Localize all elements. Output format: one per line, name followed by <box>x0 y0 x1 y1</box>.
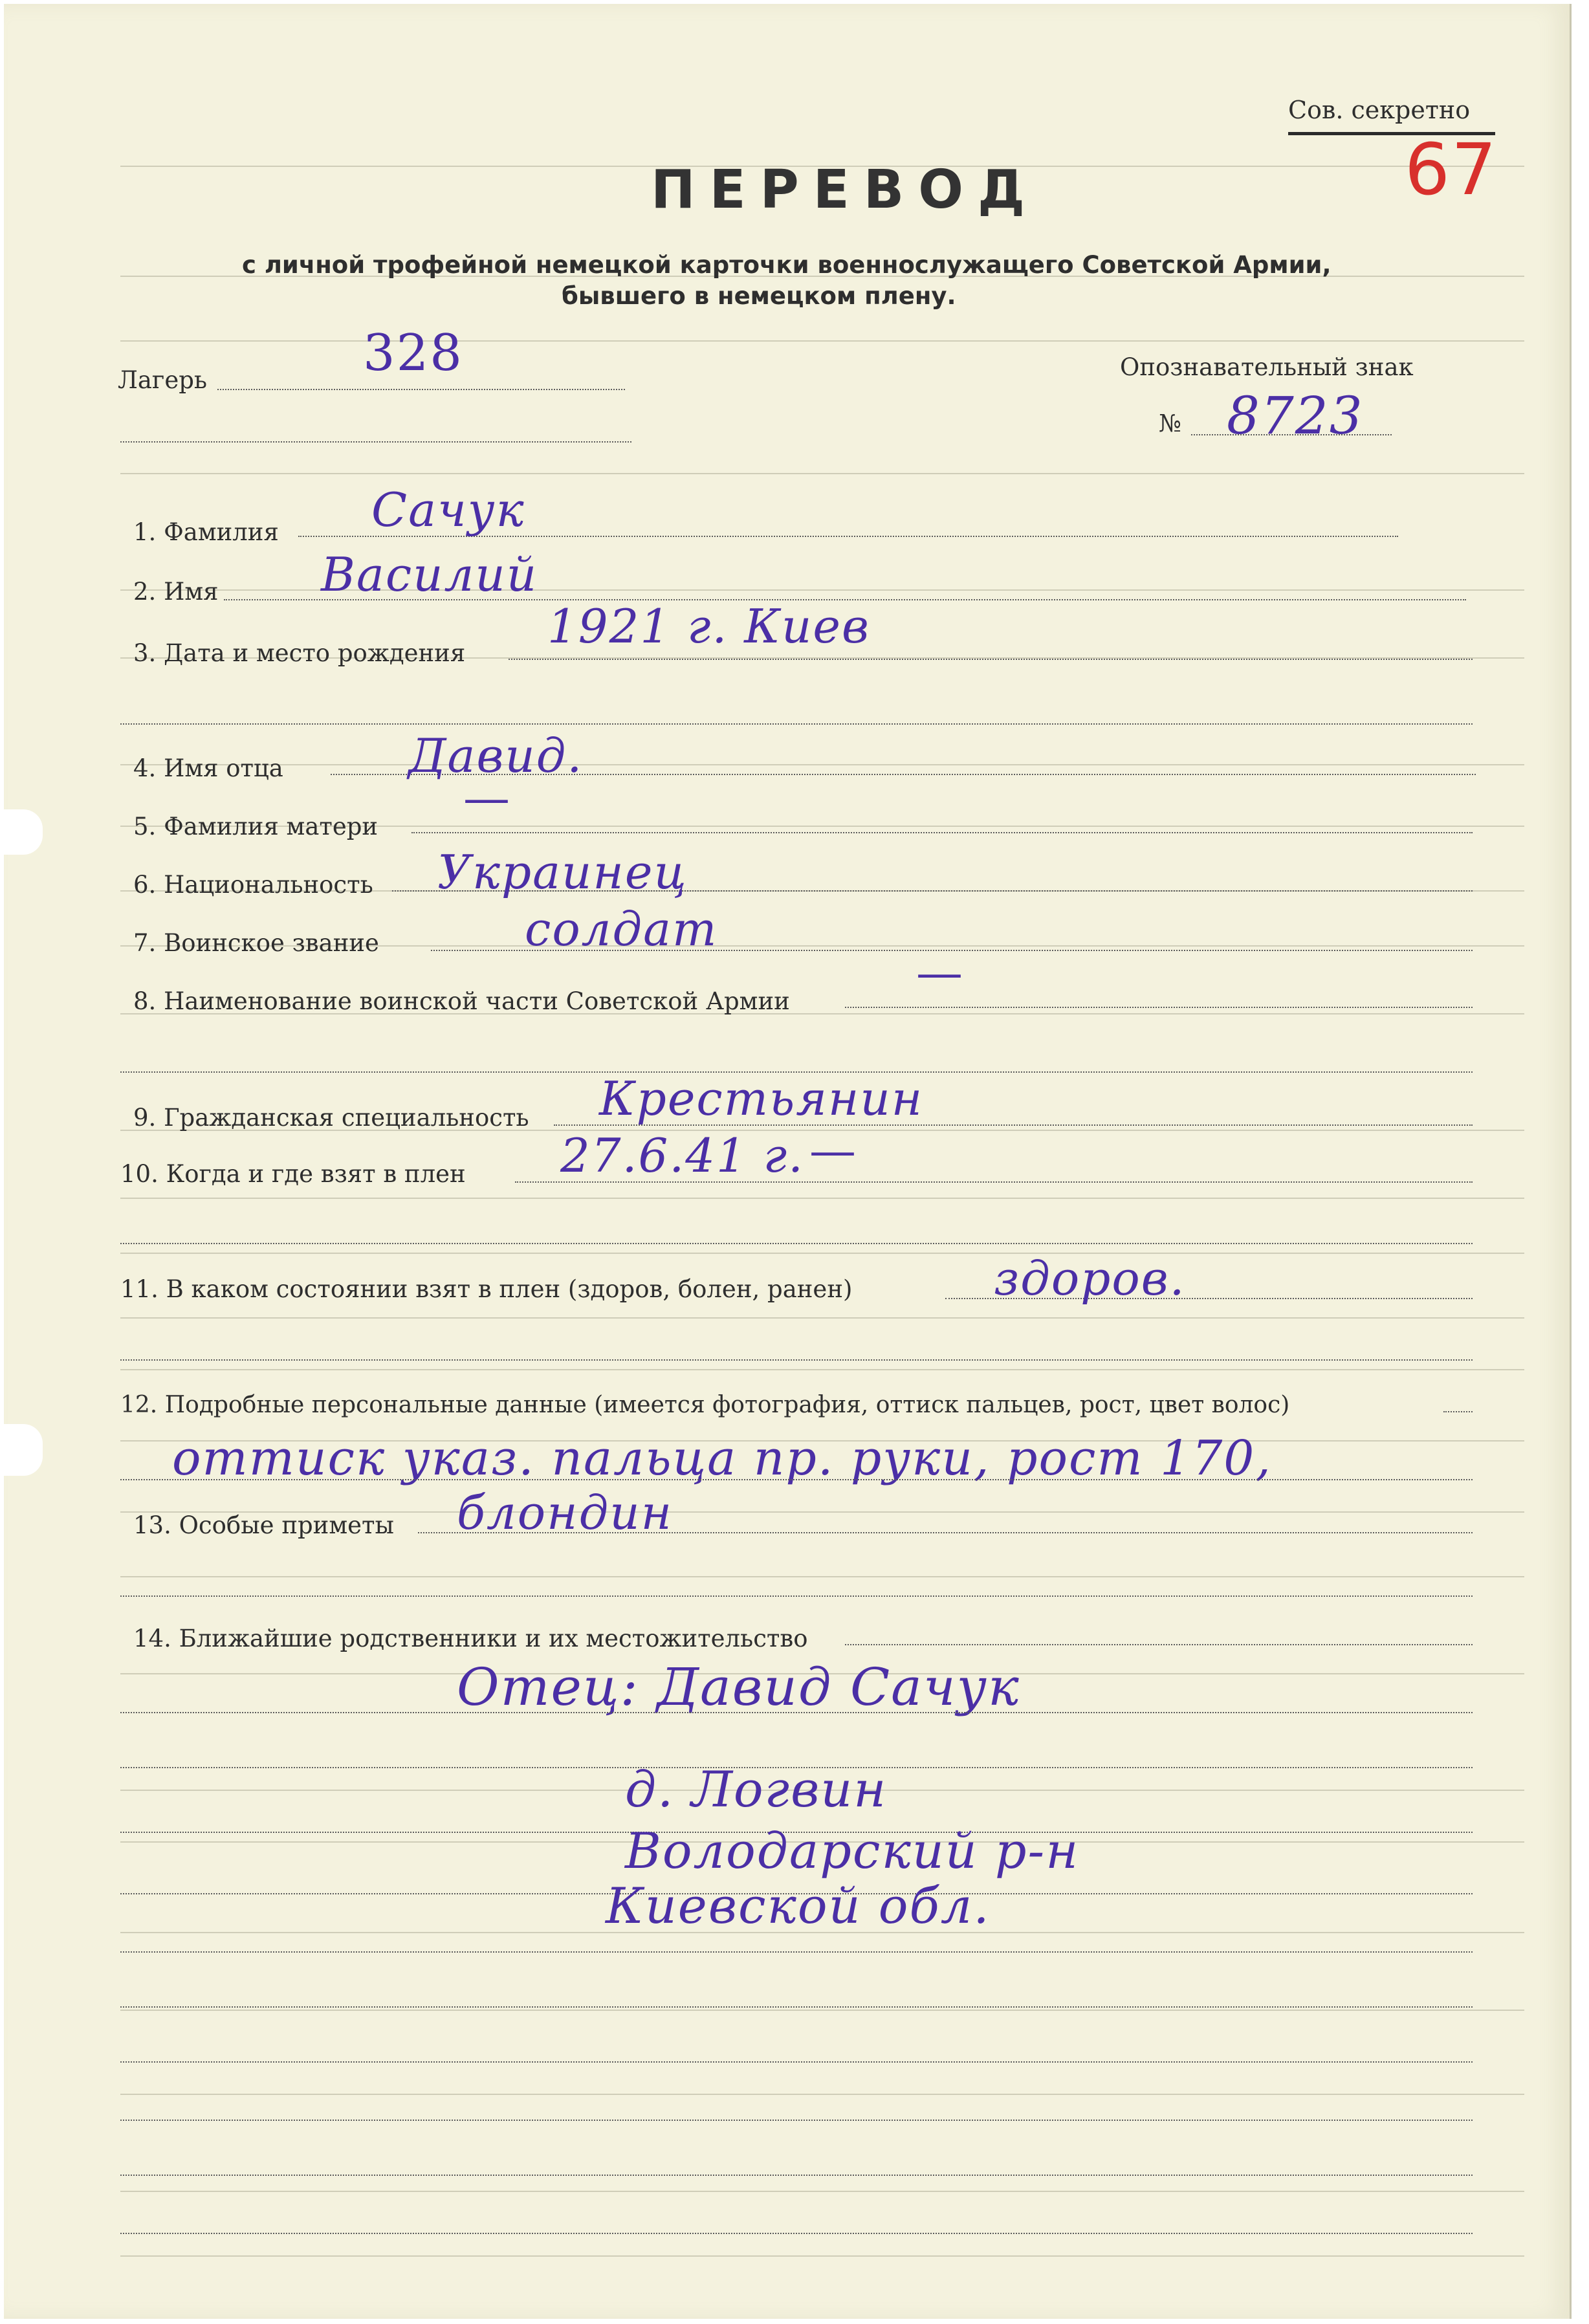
field-14-value-4: Киевской обл. <box>606 1877 991 1935</box>
id-tag-label: Опознавательный знак <box>1120 353 1414 381</box>
field-9-label: 9. Гражданская специальность <box>133 1104 529 1132</box>
classification-mark: Сов. секретно <box>1288 96 1471 124</box>
field-5-value: — <box>463 771 511 825</box>
field-14-line-10 <box>120 2175 1473 2176</box>
document-sheet <box>4 4 1572 2319</box>
field-14-value-1: Отец: Давид Сачук <box>457 1657 1020 1717</box>
camp-line-2 <box>120 441 631 443</box>
torn-edge-notch <box>4 1424 43 1476</box>
torn-edge-notch <box>4 809 43 855</box>
field-9-value: Крестьянин <box>599 1071 924 1126</box>
field-12-line-2 <box>120 1479 1473 1480</box>
field-4-value: Давид. <box>408 729 584 783</box>
field-8-label: 8. Наименование воинской части Советской Армии <box>133 987 790 1015</box>
field-12-label: 12. Подробные персональные данные (имеется фотография, оттиск пальцев, рост, цвет волос) <box>120 1392 1290 1418</box>
field-13-line-2 <box>120 1595 1473 1597</box>
id-number-value: 8723 <box>1227 386 1364 446</box>
field-7-label: 7. Воинское звание <box>133 929 379 957</box>
field-14-line <box>845 1644 1473 1645</box>
field-2-value: Василий <box>321 547 538 602</box>
field-3-label: 3. Дата и место рождения <box>133 639 466 667</box>
field-1-value: Сачук <box>371 483 525 537</box>
field-14-line-9 <box>120 2120 1473 2121</box>
field-10-value: 27.6.41 г. <box>560 1128 804 1183</box>
field-12-value: оттиск указ. пальца пр. руки, рост 170, <box>172 1431 1272 1486</box>
camp-value: 328 <box>363 324 463 382</box>
field-8-value: — <box>916 945 964 1000</box>
field-13-label: 13. Особые приметы <box>133 1511 394 1539</box>
field-14-line-7 <box>120 2006 1473 2008</box>
field-8-line <box>845 1007 1473 1008</box>
field-3-line-2 <box>120 723 1473 725</box>
field-14-line-6 <box>120 1951 1473 1953</box>
field-11-label: 11. В каком состоянии взят в плен (здоров, болен, ранен) <box>120 1275 853 1303</box>
field-14-label: 14. Ближайшие родственники и их местожительство <box>133 1625 808 1652</box>
field-12-line <box>1443 1411 1473 1412</box>
document-title: ПЕРЕВОД <box>651 159 1039 221</box>
field-1-label: 1. Фамилия <box>133 518 279 546</box>
field-3-value: 1921 г. Киев <box>547 599 870 653</box>
camp-line <box>217 389 625 390</box>
document-subtitle-2: бывшего в немецком плену. <box>562 282 956 310</box>
field-10-line-2 <box>120 1243 1473 1244</box>
field-3-line <box>509 659 1473 660</box>
field-11-value: здоров. <box>994 1251 1186 1306</box>
field-14-value-3: Володарский р-н <box>625 1822 1080 1880</box>
field-14-line-2 <box>120 1712 1473 1713</box>
field-5-line <box>411 832 1473 833</box>
field-2-label: 2. Имя <box>133 578 219 606</box>
field-11-line-2 <box>120 1359 1473 1361</box>
field-14-line-8 <box>120 2061 1473 2063</box>
field-13-value: блондин <box>457 1485 673 1540</box>
field-14-line-11 <box>120 2233 1473 2234</box>
document-subtitle-1: с личной трофейной немецкой карточки военнослужащего Советской Армии, <box>242 251 1331 279</box>
field-7-value: солдат <box>525 902 718 956</box>
field-4-label: 4. Имя отца <box>133 754 283 782</box>
field-10-label: 10. Когда и где взят в плен <box>120 1160 466 1188</box>
camp-label: Лагерь <box>118 366 208 394</box>
field-5-label: 5. Фамилия матери <box>133 813 378 840</box>
field-14-value-2: д. Логвин <box>625 1760 888 1818</box>
field-6-value: Украинец <box>437 845 688 899</box>
field-10-value-2: — <box>809 1123 857 1178</box>
id-number-label: № <box>1159 410 1182 437</box>
sheet-number: 67 <box>1405 128 1498 211</box>
field-6-label: 6. Национальность <box>133 871 373 899</box>
